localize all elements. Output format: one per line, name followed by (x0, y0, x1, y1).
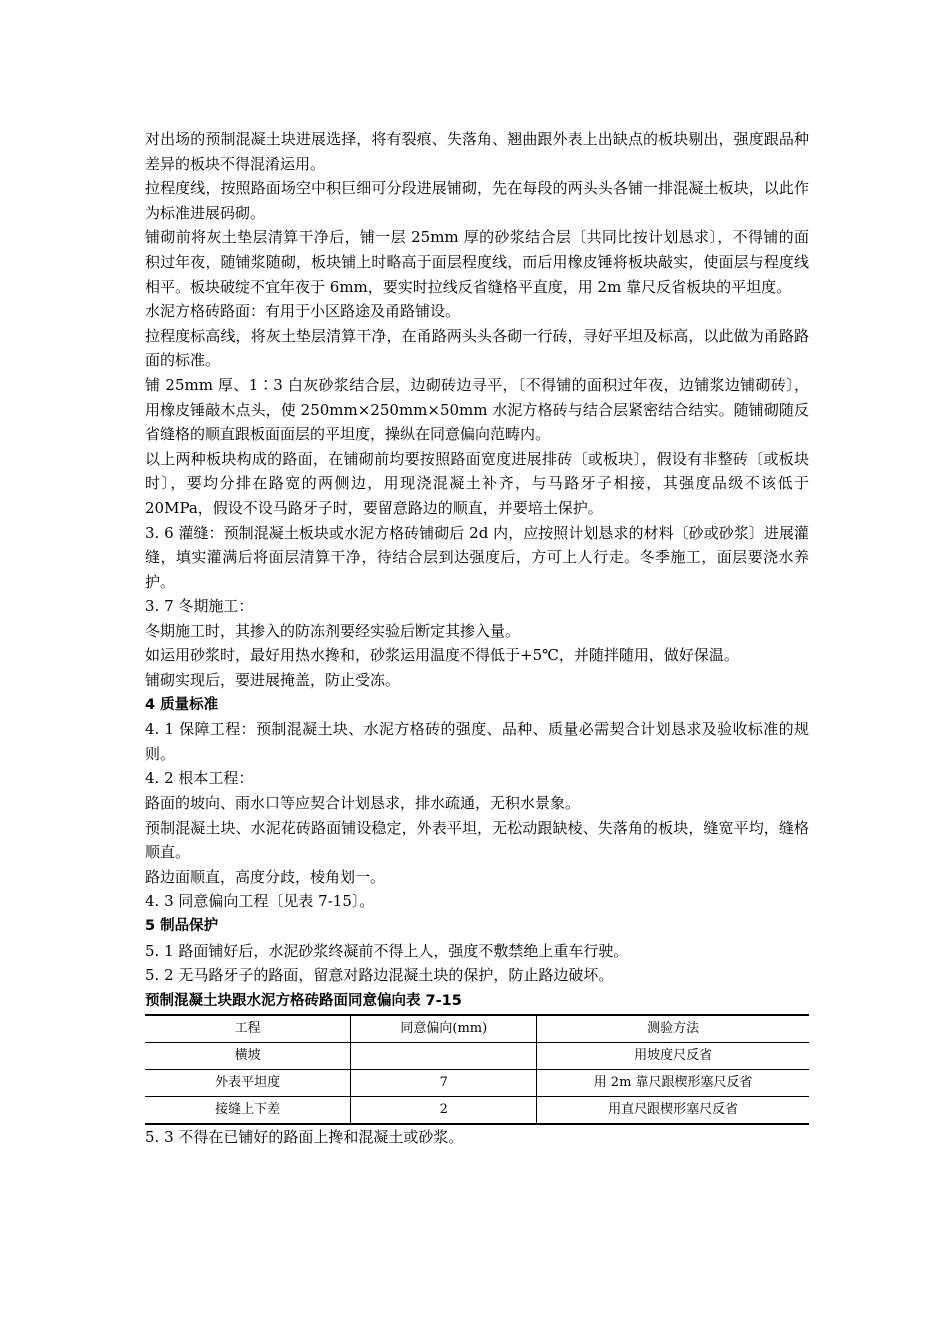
paragraph: 铺 25mm 厚、1∶3 白灰砂浆结合层，边砌砖边寻平，〔不得铺的面积过年夜，边铺浆边铺砌砖〕，用橡皮锤敲木点头，使 250mm×250mm×50mm 水泥方格砖与结合层紧密结合结实。随铺砌随反省缝格的顺直跟板面面层的平坦度，操纵在同意偏向范畴内。 (145, 375, 809, 444)
table-header-cell: 测验方法 (537, 1015, 809, 1043)
table-row (145, 1069, 809, 1096)
paragraph: 如运用砂浆时，最好用热水搀和，砂浆运用温度不得低于+5℃，并随拌随用，做好保温。 (145, 646, 739, 665)
section-heading: 4 质量标准 (145, 696, 219, 713)
paragraph-list (145, 127, 809, 988)
paragraph: 3. 7 冬期施工： (145, 597, 254, 616)
table-header-cell: 同意偏向(mm) (351, 1015, 537, 1043)
table-cell: 2 (351, 1096, 537, 1124)
paragraph: 以上两种板块构成的路面，在铺砌前均要按照路面宽度进展排砖〔或板块〕，假设有非整砖〔或板块时〕，要均分排在路宽的两侧边，用现浇混凝土补齐，与马路牙子相接，其强度品级不该低于 20MPa，假设不设马路牙子时，要留意路边的顺直，并要培土保护。 (145, 449, 809, 517)
paragraph: 对出场的预制混凝土块进展选择，将有裂痕、失落角、翘曲跟外表上出缺点的板块剔出，强度跟品种差异的板块不得混淆运用。 (145, 130, 809, 173)
paragraph: 水泥方格砖路面：有用于小区路途及甬路铺设。 (145, 302, 461, 321)
table-cell: 接缝上下差 (145, 1096, 351, 1124)
paragraph: 冬期施工时，其掺入的防冻剂要经实验后断定其掺入量。 (145, 621, 521, 640)
deviation-table (145, 1014, 809, 1125)
paragraph: 路面的坡向、雨水口等应契合计划恳求，排水疏通，无积水景象。 (145, 794, 581, 813)
table-header-row (145, 1015, 809, 1043)
paragraph: 4. 2 根本工程： (145, 769, 254, 788)
table-cell: 用 2m 靠尺跟楔形塞尺反省 (537, 1069, 809, 1096)
table-cell (351, 1042, 537, 1069)
paragraph: 拉程度标高线，将灰土垫层清算干净，在甬路两头头各砌一行砖，寻好平坦及标高，以此做为甬路路面的标准。 (145, 326, 809, 370)
table-cell: 7 (351, 1069, 537, 1096)
paragraph: 3. 6 灌缝：预制混凝土板块或水泥方格砖铺砌后 2d 内，应按照计划恳求的材料〔砂或砂浆〕进展灌缝，填实灌满后将面层清算干净，待结合层到达强度后，方可上人行走。冬季施工，面层要浇水养护。 (145, 523, 809, 591)
table-row (145, 1042, 809, 1069)
paragraph: 路边面顺直，高度分歧，棱角划一。 (145, 867, 386, 886)
paragraph: 铺砌前将灰土垫层清算干净后，铺一层 25mm 厚的砂浆结合层〔共同比按计划恳求〕，不得铺的面积过年夜，随铺浆随砌，板块铺上时略高于面层程度线，而后用橡皮锤将板块敲实，使面层与程度线相平。板块破绽不宜年夜于 6mm，要实时拉线反省缝格平直度，用 2m 靠尺反省板块的平坦度。 (145, 228, 809, 296)
paragraph: 4. 3 同意偏向工程〔见表 7-15〕。 (145, 892, 375, 911)
paragraph: 4. 1 保障工程：预制混凝土块、水泥方格砖的强度、品种、质量必需契合计划恳求及验收标准的规则。 (145, 720, 809, 763)
paragraph: 拉程度线，按照路面场空中积巨细可分段进展铺砌，先在每段的两头头各铺一排混凝土板块，以此作为标准进展码砌。 (145, 179, 809, 222)
table-cell: 横坡 (145, 1042, 351, 1069)
table-header-cell: 工程 (145, 1015, 351, 1043)
section-heading: 5 制品保护 (145, 918, 219, 934)
paragraph: 铺砌实现后，要进展掩盖，防止受冻。 (145, 671, 401, 690)
paragraph: 5. 2 无马路牙子的路面，留意对路边混凝土块的保护，防止路边破坏。 (145, 966, 614, 985)
table-cell: 用直尺跟楔形塞尺反省 (537, 1096, 809, 1124)
document-body (145, 127, 809, 1149)
closing-paragraph: 5. 3 不得在已铺好的路面上搀和混凝土或砂浆。 (145, 1127, 464, 1146)
table-title: 预制混凝土块跟水泥方格砖路面同意偏向表 7-15 (145, 992, 462, 1009)
table-cell: 用坡度尺反省 (537, 1042, 809, 1069)
paragraph: 5. 1 路面铺好后，水泥砂浆终凝前不得上人，强度不敷禁绝上重车行驶。 (145, 941, 629, 960)
table-row (145, 1096, 809, 1124)
table-cell: 外表平坦度 (145, 1069, 351, 1096)
paragraph: 预制混凝土块、水泥花砖路面铺设稳定，外表平坦，无松动跟缺棱、失落角的板块，缝宽平均，缝格顺直。 (145, 818, 809, 862)
